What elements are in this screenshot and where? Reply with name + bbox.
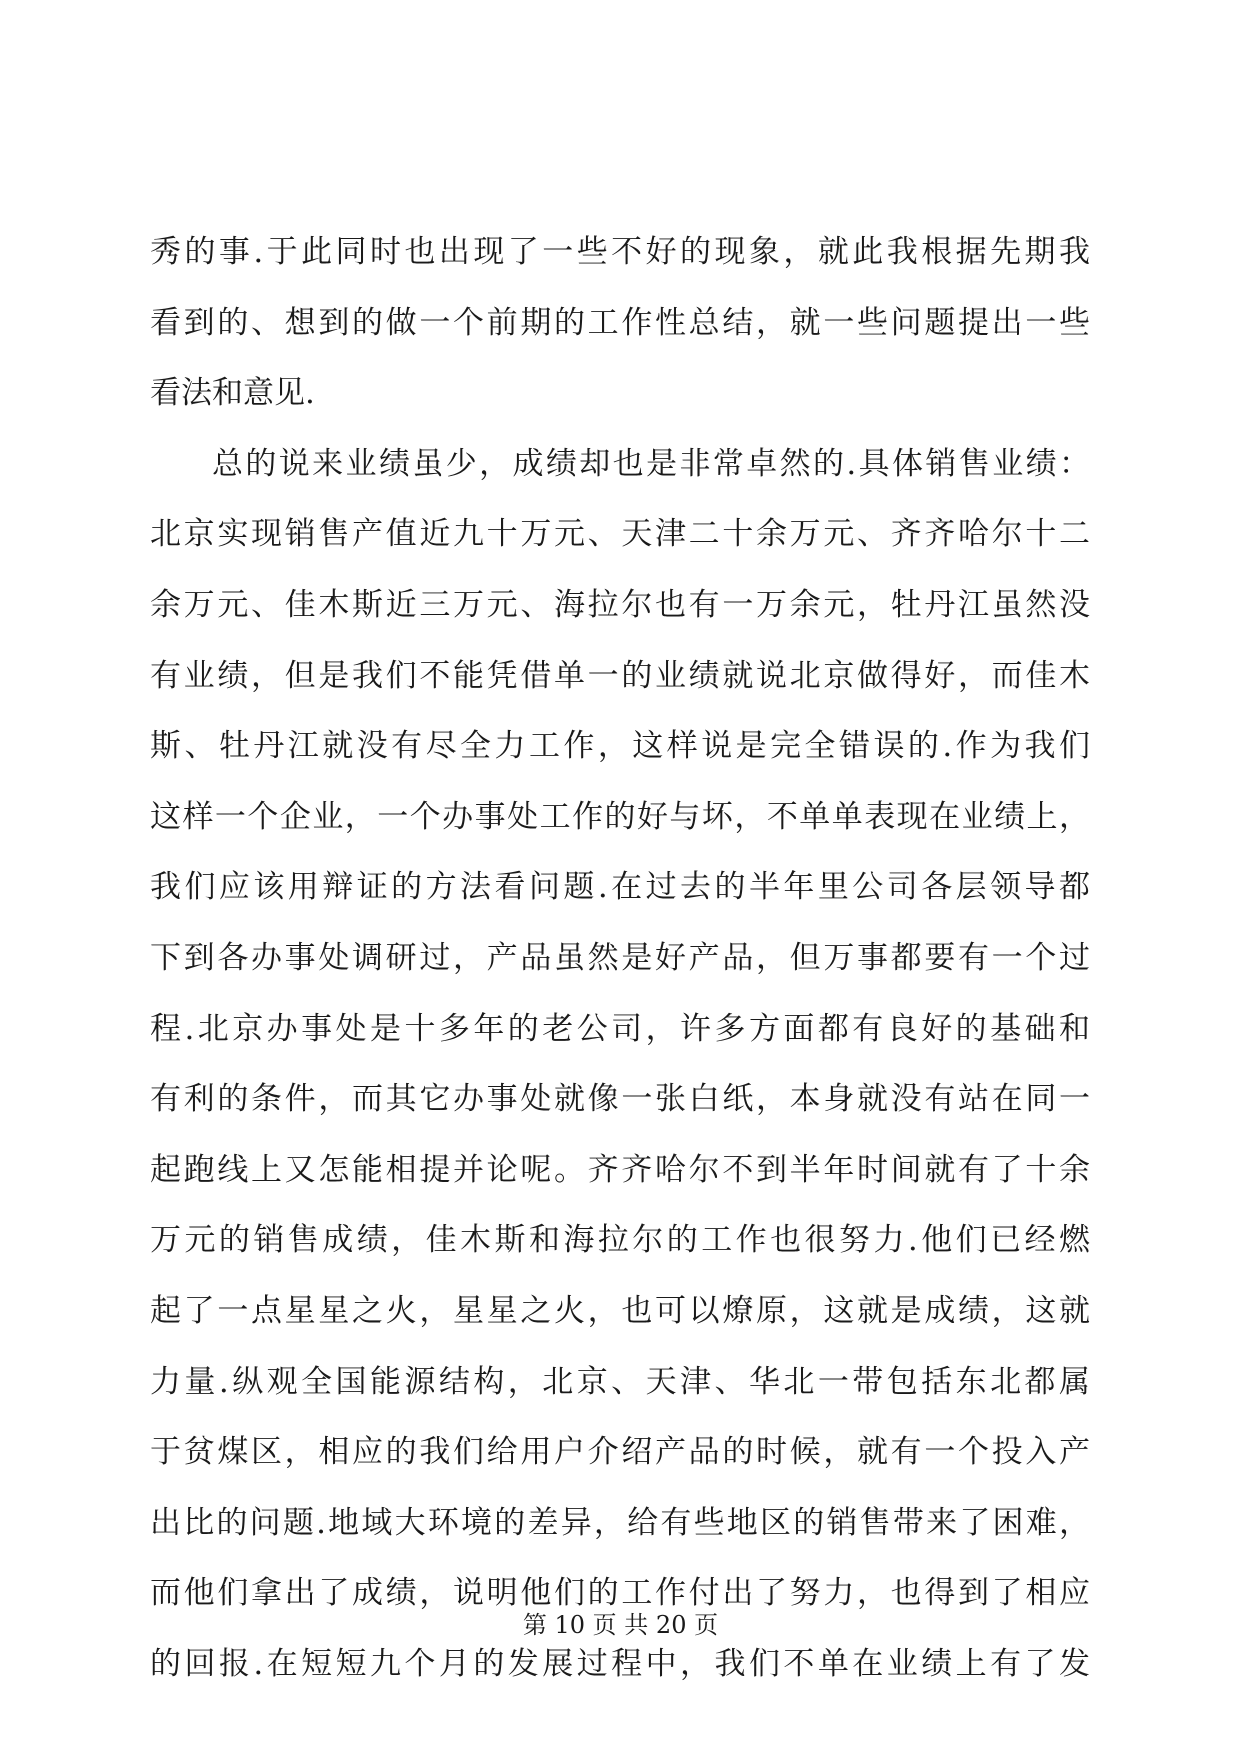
text-line: 力量.纵观全国能源结构，北京、天津、华北一带包括东北都属 bbox=[150, 1363, 1090, 1400]
text-line: 有业绩，但是我们不能凭借单一的业绩就说北京做得好，而佳木 bbox=[150, 657, 1090, 694]
text-line: 而他们拿出了成绩，说明他们的工作付出了努力，也得到了相应 bbox=[150, 1575, 1090, 1612]
text-line: 我们应该用辩证的方法看问题.在过去的半年里公司各层领导都 bbox=[150, 869, 1090, 906]
text-line: 北京实现销售产值近九十万元、天津二十余万元、齐齐哈尔十二 bbox=[150, 516, 1090, 553]
text-line: 看法和意见. bbox=[150, 375, 315, 412]
text-line: 斯、牡丹江就没有尽全力工作，这样说是完全错误的.作为我们 bbox=[150, 728, 1090, 765]
text-line: 秀的事.于此同时也出现了一些不好的现象，就此我根据先期我 bbox=[150, 234, 1090, 270]
text-line: 出比的问题.地域大环境的差异，给有些地区的销售带来了困难， bbox=[150, 1504, 1090, 1541]
text-line: 这样一个企业，一个办事处工作的好与坏，不单单表现在业绩上， bbox=[150, 798, 1090, 835]
text-line: 起跑线上又怎能相提并论呢。齐齐哈尔不到半年时间就有了十余 bbox=[150, 1151, 1090, 1188]
document-body bbox=[150, 231, 1090, 1713]
text-line: 的回报.在短短九个月的发展过程中，我们不单在业绩上有了发 bbox=[150, 1645, 1090, 1682]
text-line: 余万元、佳木斯近三万元、海拉尔也有一万余元，牡丹江虽然没 bbox=[150, 586, 1090, 623]
page-footer bbox=[0, 1610, 1241, 1640]
text-line: 看到的、想到的做一个前期的工作性总结，就一些问题提出一些 bbox=[150, 304, 1090, 341]
text-line: 于贫煤区，相应的我们给用户介绍产品的时候，就有一个投入产 bbox=[150, 1434, 1090, 1471]
text-line: 程.北京办事处是十多年的老公司，许多方面都有良好的基础和 bbox=[150, 1010, 1090, 1047]
text-line: 万元的销售成绩，佳木斯和海拉尔的工作也很努力.他们已经燃 bbox=[150, 1222, 1090, 1259]
text-line: 下到各办事处调研过，产品虽然是好产品，但万事都要有一个过 bbox=[150, 939, 1090, 976]
page-indicator: 第 10 页 共 20 页 bbox=[522, 1611, 719, 1639]
text-line: 有利的条件，而其它办事处就像一张白纸，本身就没有站在同一 bbox=[150, 1081, 1090, 1118]
text-line: 起了一点星星之火，星星之火，也可以燎原，这就是成绩，这就 bbox=[150, 1292, 1090, 1329]
paragraph-first-line: 总的说来业绩虽少，成绩却也是非常卓然的.具体销售业绩： bbox=[212, 445, 1090, 482]
